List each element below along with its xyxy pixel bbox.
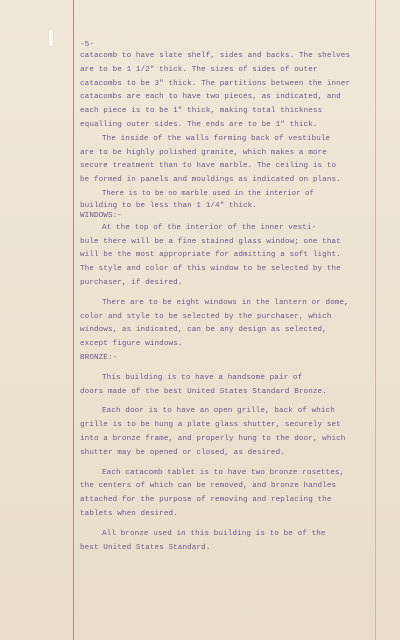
text-line: color and style to be selected by the purchaser, which [80, 312, 332, 321]
text-line: Each catacomb tablet is to have two bronze rosettes, [102, 468, 345, 477]
text-line: equalling outer sides. The ends are to be 1" thick. [80, 120, 318, 129]
text-line: The style and color of this window to be selected by the [80, 265, 341, 274]
text-line: catacombs are each to have two pieces, as indicated, and [80, 93, 341, 102]
text-line: be formed in panels and mouldings as indicated on plans. [80, 176, 341, 185]
text-line: tablets when desired. [80, 509, 178, 518]
text-line: doors made of the best United States Standard Bronze. [80, 387, 327, 396]
text-line: grille is to be hung a plate glass shutter, securely set [80, 421, 341, 430]
text-line: There are to be eight windows in the lantern or dome, [102, 298, 349, 307]
text-line: are to be 1 1/2" thick. The sizes of sides of outer [80, 65, 318, 74]
text-line: The inside of the walls forming back of vestibule [102, 134, 331, 143]
text-line: attached for the purpose of removing and replacing the [80, 496, 332, 505]
text-line: except figure windows. [80, 340, 183, 349]
text-line: the centers of which can be removed, and bronze handles [80, 482, 337, 491]
text-line: building to be less than 1 1/4" thick. [80, 201, 257, 210]
text-line: catacomb to have slate shelf, sides and backs. The shelves [80, 52, 351, 60]
text-line: each piece is to be 1" thick, making total thickness [80, 107, 323, 116]
text-line: bule there will be a fine stained glass window; one that [80, 237, 341, 246]
text-line: shutter may be opened or closed, as desired. [80, 448, 285, 457]
text-line: All bronze used in this building is to be of the [102, 529, 326, 538]
section-heading-windows: WINDOWS:- [80, 211, 122, 220]
text-line: This building is to have a handsome pair of [102, 373, 303, 382]
text-line: There is to be no marble used in the interior of [102, 189, 314, 198]
text-line: secure treatment than to have marble. The ceiling is to [80, 162, 337, 171]
text-line: are to be highly polished granite, which makes a more [80, 148, 327, 157]
punch-hole [49, 30, 53, 46]
text-line: Each door is to have an open grille, back of which [102, 407, 335, 416]
text-line: will be the most appropriate for admitting a soft light. [80, 251, 341, 260]
text-line: At the top of the interior of the inner vesti- [102, 223, 317, 232]
text-line: best United States Standard. [80, 543, 211, 552]
left-margin-rule [73, 0, 74, 640]
section-heading-bronze: BRONZE:- [80, 353, 118, 362]
text-line: catacombs to be 3" thick. The partitions between the inner [80, 79, 351, 88]
text-line: into a bronze frame, and properly hung to the door, which [80, 434, 346, 443]
page-number: -5- [80, 41, 94, 49]
text-line: purchaser, if desired. [80, 278, 183, 287]
typed-text-body [80, 40, 372, 555]
text-line: windows, as indicated, can be any design as selected, [80, 326, 327, 335]
right-margin-rule [375, 0, 376, 640]
